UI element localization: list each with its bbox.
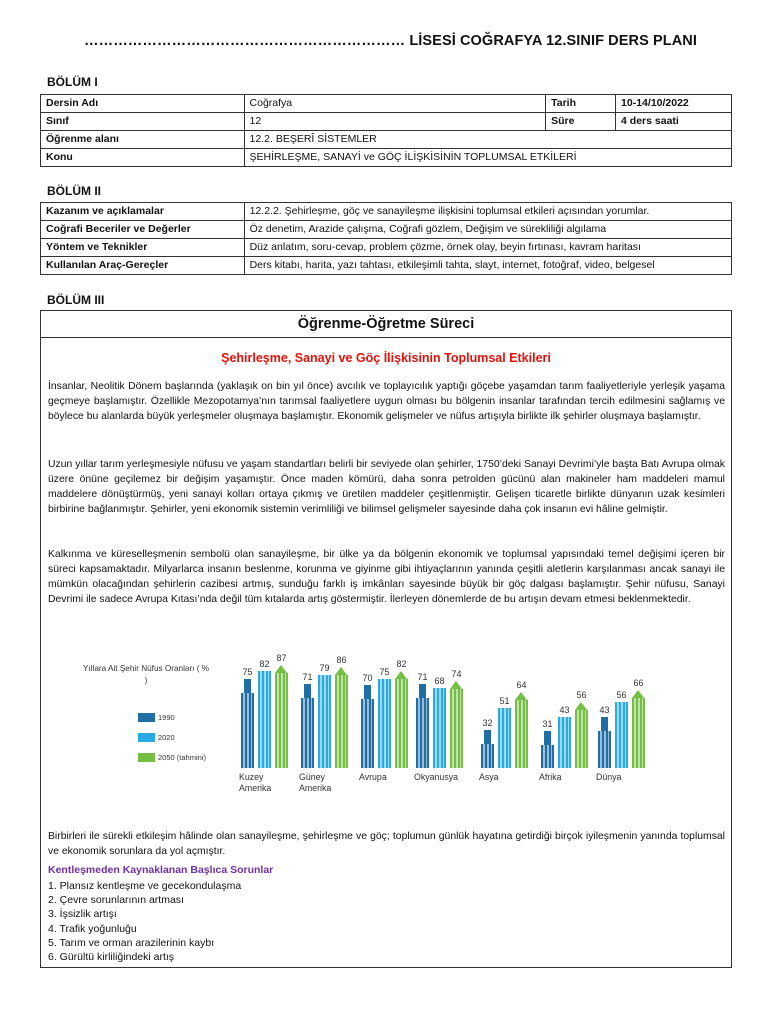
list-item: 6. Gürültü kirliliğindeki artış — [48, 951, 175, 964]
bar-body — [433, 688, 446, 768]
legend-label: 2020 — [158, 733, 175, 742]
row-key: Kazanım ve açıklamalar — [41, 203, 245, 221]
row-value: 12 — [244, 113, 546, 131]
bar-value: 56 — [616, 690, 627, 700]
bar-value: 79 — [319, 663, 330, 673]
row-key: Coğrafi Beceriler ve Değerler — [41, 221, 245, 239]
frame-title: Öğrenme-Öğretme Süreci — [41, 311, 731, 338]
table-row — [41, 113, 732, 131]
bar-2020 — [433, 676, 446, 768]
bar-value: 82 — [259, 659, 270, 669]
bar-2050 — [515, 680, 528, 768]
table-row — [41, 257, 732, 275]
bar-value: 86 — [336, 655, 347, 665]
bar-body — [481, 744, 494, 768]
category-label: Avrupa — [359, 772, 387, 782]
bar-body — [598, 731, 611, 768]
bar-body — [575, 710, 588, 768]
bar-body — [498, 708, 511, 768]
bar-body — [515, 700, 528, 768]
row-value: Öz denetim, Arazide çalışma, Coğrafi gözlem, Değişim ve sürekliliği algılama — [244, 221, 731, 239]
category-label: Kuzey Amerika — [239, 772, 272, 793]
bar-value: 75 — [379, 667, 390, 677]
bar-group — [299, 633, 361, 793]
bar-2020 — [258, 659, 271, 768]
tower-roof — [632, 690, 644, 698]
category-label: Asya — [479, 772, 499, 782]
table-row — [41, 95, 732, 113]
bar-value: 70 — [362, 673, 373, 683]
row-value: 4 ders saati — [616, 113, 732, 131]
list-item: 1. Plansız kentleşme ve gecekondulaşma — [48, 880, 242, 892]
category-label: Güney Amerika — [299, 772, 332, 793]
urban-population-chart — [81, 633, 701, 813]
bar-value: 43 — [599, 705, 610, 715]
bar-2020 — [615, 690, 628, 768]
bar-body — [241, 693, 254, 768]
legend-swatch — [138, 733, 155, 742]
list-item: 5. Tarım ve orman arazilerinin kaybı — [48, 936, 215, 949]
bar-2020 — [558, 705, 571, 768]
bar-body — [361, 699, 374, 768]
bar-value: 64 — [516, 680, 527, 690]
section-2-label: BÖLÜM II — [47, 184, 101, 198]
row-value: 12.2.2. Şehirleşme, göç ve sanayileşme ilişkisini toplumsal etkileri açısından yorumlar. — [244, 203, 731, 221]
problems-list — [48, 879, 241, 964]
row-key: Dersin Adı — [41, 95, 245, 113]
bar-value: 66 — [633, 678, 644, 688]
bar-1990 — [416, 672, 429, 768]
bar-value: 51 — [499, 696, 510, 706]
row-value: 12.2. BEŞERÎ SİSTEMLER — [244, 131, 731, 149]
tower-roof — [244, 679, 251, 693]
section-1-label: BÖLÜM I — [47, 75, 98, 89]
tower-roof — [395, 671, 407, 679]
bar-group — [596, 633, 658, 782]
table-row — [41, 149, 732, 167]
bar-group — [359, 633, 421, 782]
tower-roof — [419, 684, 426, 698]
bar-body — [615, 702, 628, 768]
bar-value: 43 — [559, 705, 570, 715]
section-2-table — [40, 202, 732, 275]
bar-group — [539, 633, 601, 782]
bar-body — [632, 698, 645, 768]
row-key: Süre — [546, 113, 616, 131]
bar-1990 — [361, 673, 374, 768]
bar-2050 — [632, 678, 645, 768]
tower-roof — [484, 730, 491, 744]
section-1-table — [40, 94, 732, 167]
list-item: 2. Çevre sorunlarının artması — [48, 894, 184, 907]
paragraph-4: Birbirleri ile sürekli etkileşim hâlinde olan sanayileşme, şehirleşme ve göç; toplumun günlük hayatına getirdiği birçok iyileşmenin yanında toplumsal ve ekonomik sorunlara da yol açmıştır. — [48, 831, 725, 857]
bar-group — [239, 633, 301, 793]
table-row — [41, 239, 732, 257]
bar-body — [258, 671, 271, 768]
tower-roof — [335, 667, 347, 675]
bar-body — [318, 675, 331, 768]
row-key: Öğrenme alanı — [41, 131, 245, 149]
row-value: Coğrafya — [244, 95, 546, 113]
legend-2020 — [138, 733, 175, 742]
row-key: Kullanılan Araç-Gereçler — [41, 257, 245, 275]
bar-value: 75 — [242, 667, 253, 677]
row-key: Tarih — [546, 95, 616, 113]
bar-2020 — [498, 696, 511, 768]
bar-1990 — [598, 705, 611, 768]
bar-value: 68 — [434, 676, 445, 686]
row-value: Düz anlatım, soru-cevap, problem çözme, örnek olay, beyin fırtınası, kavram haritası — [244, 239, 731, 257]
tower-roof — [515, 692, 527, 700]
tower-roof — [275, 665, 287, 673]
section-3-label: BÖLÜM III — [47, 293, 105, 307]
bar-body — [378, 679, 391, 768]
row-key: Konu — [41, 149, 245, 167]
chart-title: Yıllara Ait Şehir Nüfus Oranları ( % ) — [82, 664, 210, 685]
tower-roof — [544, 731, 551, 745]
bar-2050 — [450, 669, 463, 768]
bar-1990 — [301, 672, 314, 768]
row-value: ŞEHİRLEŞME, SANAYİ ve GÖÇ İLİŞKİSİNİN TOPLUMSAL ETKİLERİ — [244, 149, 731, 167]
list-item: 3. İşsizlik artışı — [48, 908, 117, 921]
bar-value: 82 — [396, 659, 407, 669]
bar-value: 71 — [417, 672, 428, 682]
bar-2020 — [318, 663, 331, 768]
list-item: 4. Trafik yoğunluğu — [48, 922, 137, 935]
page-title: ………………………………………………………… LİSESİ COĞRAFYA 12.SINIF DERS PLANI — [84, 33, 697, 49]
topic-subtitle: Şehirleşme, Sanayi ve Göç İlişkisinin Toplumsal Etkileri — [221, 351, 551, 365]
category-label: Okyanusya — [414, 772, 459, 782]
bar-2050 — [335, 655, 348, 768]
tower-roof — [304, 684, 311, 698]
bar-group — [414, 633, 476, 782]
bar-value: 56 — [576, 690, 587, 700]
table-row — [41, 203, 732, 221]
tower-roof — [450, 681, 462, 689]
bar-value: 32 — [482, 718, 493, 728]
row-value: Ders kitabı, harita, yazı tahtası, etkileşimli tahta, slayt, internet, fotoğraf, video, belgesel — [244, 257, 731, 275]
legend-2050 — [138, 753, 206, 762]
legend-swatch — [138, 753, 155, 762]
bar-1990 — [541, 719, 554, 768]
bar-1990 — [241, 667, 254, 768]
bar-body — [395, 679, 408, 768]
paragraph-2: Uzun yıllar tarım yerleşmesiyle nüfusu ve yaşam standartları belirli bir seviyede olan şehirler, 1750’deki Sanayi Devrimi’yle başta Batı Avrupa olmak üzere önüne geçilemez bir değişim yaşamıştır. Önce maden kömürü, daha sonra petrolden gücünü alan makineler ham maddeleri mamul maddelere dönüştürmüş, yeni sanayi kolları ortaya çıkmış ve üretilen maddeler çeşitlenmiştir. Gelişen ticaretle birlikte dünyanın uzak kesimleri birbirine bağlanmıştır. Şehirler, yeni ekonomik sistemin verimliliği ve bilimsel gelişmeler sayesinde daha çok insanın evi hâline gelmiştir. — [48, 459, 725, 515]
legend-label: 1990 — [158, 713, 175, 722]
bar-value: 74 — [451, 669, 462, 679]
paragraph-3: Kalkınma ve küreselleşmenin sembolü olan sanayileşme, bir ülke ya da bölgenin ekonomik ve toplumsal yapısındaki temel değişimi içeren bir süreci kapsamaktadır. Milyarlarca insanın beslenme, korunma ve giyinme gibi ihtiyaçlarının yanında çeşitli aletlerin karşılanması ancak sanayi ile mümkün olacağından şehirlerin cazibesi artmış, sunduğu farklı iş imkânları sayesinde büyük bir göç dalgası başlamıştır. Şehir nüfusu, Sanayi Devrimi ile sadece Avrupa Kıtası’nda değil tüm kıtalarda artış göstermiştir. İlerleyen dönemlerde de bu artışın devam etmesi beklenmektedir. — [48, 549, 725, 605]
bar-body — [541, 745, 554, 768]
bar-body — [450, 689, 463, 768]
bar-body — [301, 698, 314, 768]
bar-body — [558, 717, 571, 768]
bar-2050 — [395, 659, 408, 768]
learning-process-frame — [40, 310, 732, 968]
row-key: Yöntem ve Teknikler — [41, 239, 245, 257]
bar-value: 71 — [302, 672, 313, 682]
row-key: Sınıf — [41, 113, 245, 131]
bar-2050 — [575, 690, 588, 768]
legend-swatch — [138, 713, 155, 722]
bar-body — [335, 675, 348, 768]
bar-2050 — [275, 653, 288, 768]
bar-body — [416, 698, 429, 768]
tower-roof — [601, 717, 608, 731]
problems-title: Kentleşmeden Kaynaklanan Başlıca Sorunlar — [48, 864, 274, 876]
row-value: 10-14/10/2022 — [616, 95, 732, 113]
bar-value: 87 — [276, 653, 287, 663]
bar-2020 — [378, 667, 391, 768]
tower-roof — [575, 702, 587, 710]
bar-1990 — [481, 718, 494, 768]
category-label: Dünya — [596, 772, 622, 782]
table-row — [41, 221, 732, 239]
category-label: Afrika — [539, 772, 562, 782]
bar-group — [479, 633, 541, 782]
table-row — [41, 131, 732, 149]
bar-value: 31 — [542, 719, 553, 729]
legend-1990 — [138, 713, 175, 722]
bar-body — [275, 673, 288, 768]
legend-label: 2050 (tahmini) — [158, 753, 206, 762]
paragraph-1: İnsanlar, Neolitik Dönem başlarında (yaklaşık on bin yıl önce) avcılık ve toplayıcılık yaptığı göçebe yaşamdan tarım faaliyetleriyle yerleşik yaşama geçmeye başlamıştır. Özellikle Mezopotamya’nın tarımsal faaliyetlere uygun olması bu bölgenin insanlar tarafından tercih edilmesini sağlamış ve böylece bu alanlarda büyük yerleşmeler oluşmaya başlamıştır. Ekonomik gelişmeler ve nüfus artışıyla birlikte ilk şehirler oluşmaya başlamıştır. — [48, 381, 725, 422]
tower-roof — [364, 685, 371, 699]
